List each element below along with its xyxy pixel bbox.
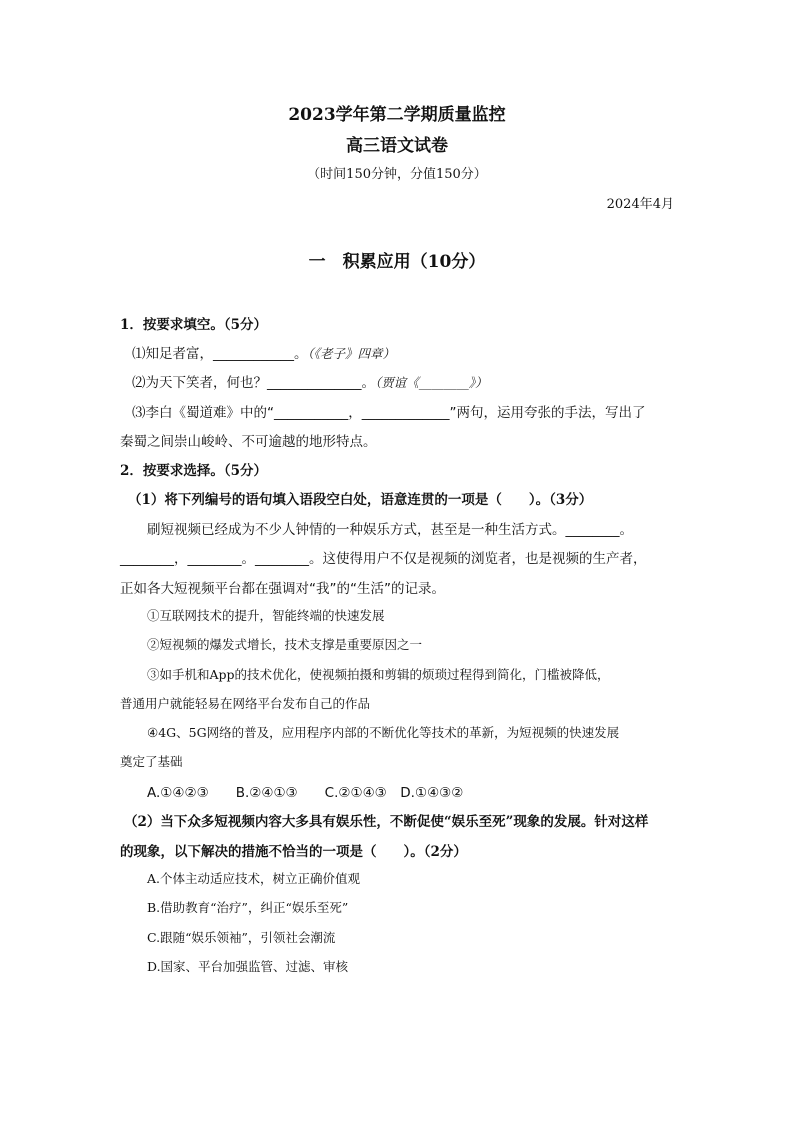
q1-item1-source: （《老子》四章） [307, 346, 396, 361]
q2-sub2-prompt-line1: （2）当下众多短视频内容大多具有娱乐性，不断促使“娱乐至死”现象的发展。针对这样 [124, 814, 649, 830]
q2-heading: 2．按要求选择。（5分） [120, 463, 268, 479]
q2-passage-line2: ________，________。________。这使得用户不仅是视频的浏览者，也是视频的生产者， [120, 551, 647, 567]
section-title: 一 积累应用（10分） [308, 252, 486, 272]
q2-sub2-prompt-line2: 的现象，以下解决的措施不恰当的一项是（ ）。（2分） [120, 844, 467, 860]
q2-option-c: C.跟随“娱乐领袖”，引领社会潮流 [147, 930, 336, 945]
q1-item2 [132, 371, 488, 391]
q1-item1-text: ⑴知足者富，____________。 [132, 346, 308, 362]
q2-sentence-4-line1: ④4G、5G网络的普及，应用程序内部的不断优化等技术的革新，为短视频的快速发展 [147, 725, 620, 740]
q2-sentence-4-line2: 奠定了基础 [120, 754, 183, 769]
q2-option-a: A.个体主动适应技术，树立正确价值观 [147, 871, 361, 886]
exam-title: 2023学年第二学期质量监控 [288, 105, 506, 125]
exam-date: 2024年4月 [606, 197, 674, 212]
q2-option-b: B.借助教育“治疗”，纠正“娱乐至死” [147, 900, 349, 915]
q2-sentence-3-line1: ③如手机和App的技术优化，使视频拍摄和剪辑的烦琐过程得到简化，门槛被降低， [147, 667, 610, 682]
q2-passage-line3: 正如各大短视频平台都在强调对“我”的“生活”的记录。 [120, 581, 445, 597]
q1-item3-line1: ⑶李白《蜀道难》中的“___________，_____________”两句，运用夸张的手法，写出了 [132, 405, 646, 421]
q1-item2-text: ⑵为天下笑者，何也？______________。 [132, 375, 375, 391]
q2-sentence-3-line2: 普通用户就能轻易在网络平台发布自己的作品 [120, 696, 371, 711]
q1-item2-source: （贾谊《________》） [375, 375, 488, 390]
exam-info: （时间150分钟，分值150分） [307, 167, 487, 182]
q1-item3-line2: 秦蜀之间崇山峻岭、不可逾越的地形特点。 [120, 434, 377, 450]
q2-sentence-1: ①互联网技术的提升，智能终端的快速发展 [147, 608, 385, 623]
q2-sub1-prompt: （1）将下列编号的语句填入语段空白处，语意连贯的一项是（ ）。（3分） [128, 492, 593, 508]
q1-heading: 1．按要求填空。（5分） [120, 317, 268, 333]
q1-item1 [132, 342, 395, 362]
exam-subtitle: 高三语文试卷 [346, 136, 448, 156]
q2-passage-line1: 刷短视频已经成为不少人钟情的一种娱乐方式，甚至是一种生活方式。________。 [147, 522, 633, 538]
q2-sentence-2: ②短视频的爆发式增长，技术支撑是重要原因之一 [147, 637, 423, 652]
q2-sub1-choices: A.①④②③ B.②④①③ C.②①④③ D.①④③② [147, 785, 464, 801]
q2-option-d: D.国家、平台加强监管、过滤、审核 [147, 959, 349, 974]
